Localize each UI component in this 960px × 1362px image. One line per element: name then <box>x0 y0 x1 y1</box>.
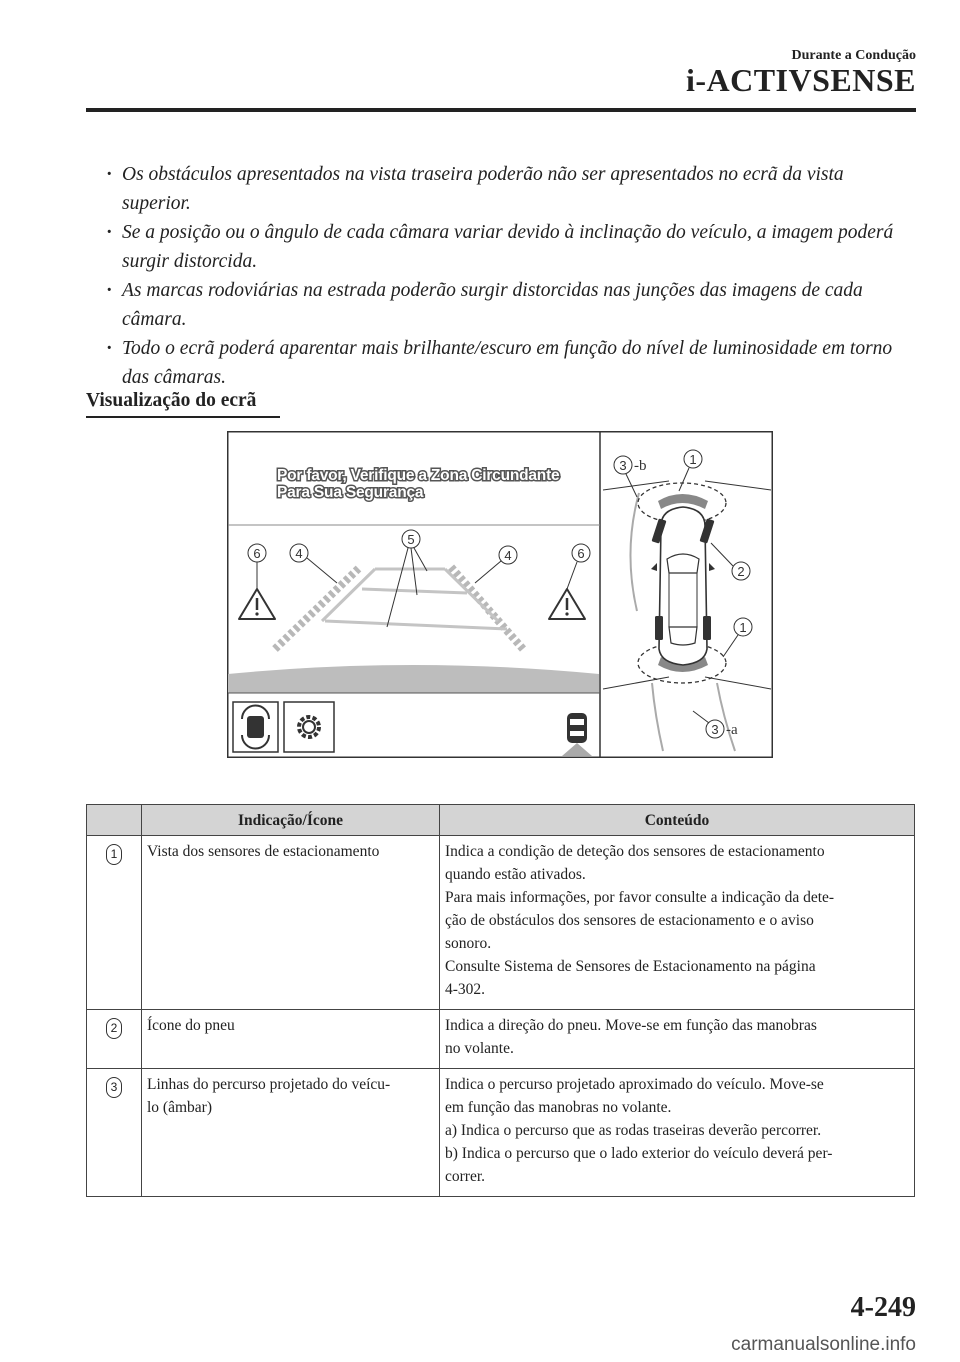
callout-label: 6 <box>577 546 585 561</box>
table-row <box>87 1069 915 1197</box>
screen-display-figure <box>227 431 773 758</box>
callout-suffix-a: -a <box>726 722 738 738</box>
row-number: 2 <box>106 1018 122 1039</box>
bullet-list <box>104 160 914 392</box>
indication-table <box>86 804 915 1197</box>
banner-line-2: Para Sua Segurança <box>277 484 424 501</box>
view-switch-button[interactable] <box>233 702 278 752</box>
header-rule <box>86 108 916 112</box>
row-number: 1 <box>106 844 122 865</box>
row-number-cell <box>87 1069 142 1197</box>
bullet-item: · As marcas rodoviárias na estrada poderão surgir distorcidas nas junções das imagens de cada câmara. <box>104 276 914 334</box>
callout-label: 2 <box>737 564 745 579</box>
top-view-car <box>659 507 707 665</box>
bullet-item: · Se a posição ou o ângulo de cada câmara variar devido à inclinação do veículo, a imagem poderá surgir distorcida. <box>104 218 914 276</box>
callout-label: 3 <box>619 458 627 473</box>
table-row <box>87 836 915 1010</box>
section-heading-underline <box>86 416 280 418</box>
banner-line-1: Por favor, Verifique a Zona Circundante <box>277 467 560 484</box>
table-header-content: Conteúdo <box>440 805 915 836</box>
callout-label: 1 <box>689 452 697 467</box>
row-number-cell <box>87 1010 142 1069</box>
row-number: 3 <box>106 1077 122 1098</box>
row-indication: Ícone do pneu <box>142 1010 440 1069</box>
callout-suffix-b: -b <box>634 458 647 474</box>
page-number: 4-249 <box>850 1292 916 1323</box>
bullet-item: · Todo o ecrã poderá aparentar mais brilhante/escuro em função do nível de luminosidade em torno das câmaras. <box>104 334 914 392</box>
settings-button[interactable] <box>284 702 334 752</box>
callout-label: 4 <box>295 546 303 561</box>
callout-label: 6 <box>253 546 261 561</box>
header-title: i-ACTIVSENSE <box>685 62 916 98</box>
callout-label: 5 <box>407 532 415 547</box>
section-heading: Visualização do ecrã <box>86 390 257 411</box>
row-content: Indica a condição de deteção dos sensores de estacionamento quando estão ativados. Para mais informações, por favor consulte a indicação da dete- ção de obstáculos dos sensores de estacionamento e o aviso sonoro. Consulte Sistema de Sensores de Estacionamento na página 4-302. <box>440 836 915 1010</box>
row-number-cell <box>87 836 142 1010</box>
callout-label: 1 <box>739 620 747 635</box>
row-indication: Vista dos sensores de estacionamento <box>142 836 440 1010</box>
row-content: Indica o percurso projetado aproximado do veículo. Move-se em função das manobras no volante. a) Indica o percurso que as rodas traseiras deverão percorrer. b) Indica o percurso que o lado exterior do veículo deverá per- correr. <box>440 1069 915 1197</box>
bullet-item: · Os obstáculos apresentados na vista traseira poderão não ser apresentados no ecrã da vista superior. <box>104 160 914 218</box>
row-indication: Linhas do percurso projetado do veícu- lo (âmbar) <box>142 1069 440 1197</box>
table-header-row <box>87 805 915 836</box>
header-section: Durante a Condução <box>791 48 916 63</box>
table-row <box>87 1010 915 1069</box>
table-header-blank <box>87 805 142 836</box>
callout-label: 3 <box>711 722 719 737</box>
table-header-indication: Indicação/Ícone <box>142 805 440 836</box>
watermark: carmanualsonline.info <box>731 1334 916 1355</box>
row-content: Indica a direção do pneu. Move-se em função das manobras no volante. <box>440 1010 915 1069</box>
callout-label: 4 <box>504 548 512 563</box>
